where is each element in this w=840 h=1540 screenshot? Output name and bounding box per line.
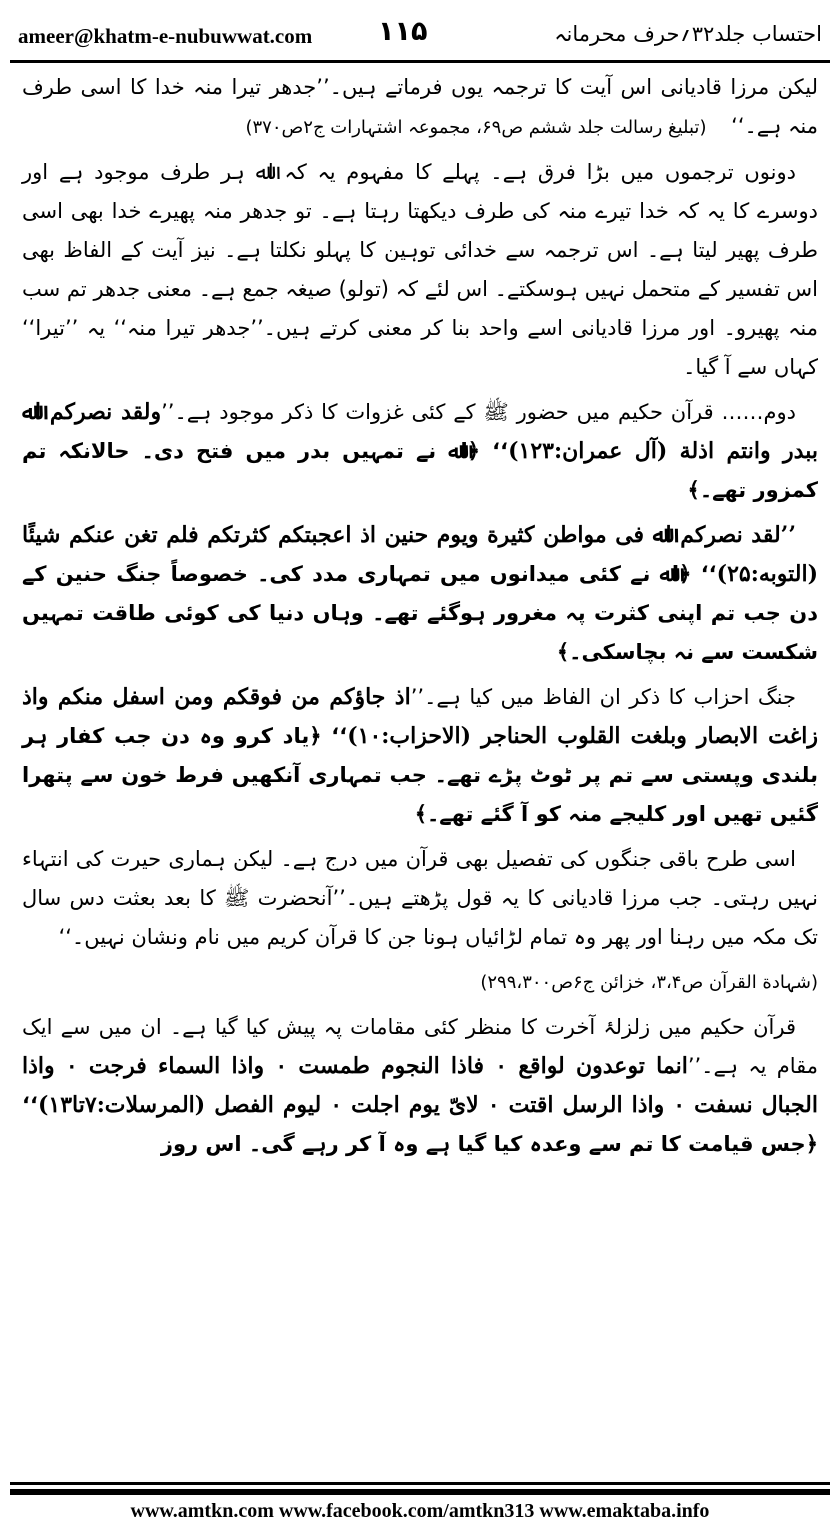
verse-translation-ahzab: ‘‘ ﴿یاد کرو وہ دن جب کفار ہر بلندی وپستی سے تم پر ٹوٹ پڑے تھے۔ جب تمہاری آنکھیں فرط خون سے پتھرا گئیں تھیں اور کلیجے منہ کو آ گئے تھے۔﴾ [22, 724, 818, 826]
footer-rule-thin [10, 1482, 830, 1485]
verse-translation-mursalat: ‘‘ ﴿جس قیامت کا تم سے وعدہ کیا گیا ہے وہ آ کر رہے گی۔ اس روز [22, 1093, 818, 1156]
header-email: ameer@khatm-e-nubuwwat.com [18, 24, 313, 48]
paragraph-7 [22, 1008, 818, 1164]
page-body [22, 68, 818, 1170]
paragraph-4 [22, 516, 818, 672]
paragraph-7-intro: قرآن حکیم میں زلزلۂ آخرت کا منظر کئی مقامات پہ پیش کیا گیا ہے۔ ان میں سے ایک مقام یہ ہے۔’’ [22, 1015, 818, 1078]
paragraph-6: اسی طرح باقی جنگوں کی تفصیل بھی قرآن میں درج ہے۔ لیکن ہماری حیرت کی انتہاء نہیں رہتی۔ جب مرزا قادیانی کا یہ قول پڑھتے ہیں۔’’آنحضرت ﷺ کا بعد بعثت دس سال تک مکہ میں رہنا اور پھر وہ تمام لڑائیاں ہونا جن کا قرآن کریم میں نام ونشان نہیں۔‘‘ [22, 847, 818, 949]
paragraph-3-intro: دوم…… قرآن حکیم میں حضور ﷺ کے کئی غزوات کا ذکر موجود ہے۔’’ [161, 400, 796, 424]
header-rule [10, 60, 830, 63]
quran-verse-mursalat: انما توعدون لواقع ۰ فاذا النجوم طمست ۰ واذا السماء فرجت ۰ واذا الجبال نسفت ۰ واذا الرسل اقتت ۰ لایّ یوم اجلت ۰ لیوم الفصل (المرسلات:۷تا۱۳) [22, 1053, 818, 1118]
reference-2: (شہادة القرآن ص۳،۴، خزائن ج۶ص۲۹۹،۳۰۰) [480, 972, 818, 993]
paragraph-5 [22, 678, 818, 834]
paragraph-1 [22, 68, 818, 147]
paragraph-5-intro: جنگ احزاب کا ذکر ان الفاظ میں کیا ہے۔’’ [410, 685, 796, 709]
verse-translation-hunain: ‘‘ ﴿اﷲ نے کئی میدانوں میں تمہاری مدد کی۔ خصوصاً جنگ حنین کے دن جب تم اپنی کثرت پہ مغرور ہوگئے تھے۔ وہاں دنیا کی کوئی طاقت تمہیں شکست سے نہ بچاسکی۔﴾ [22, 562, 818, 664]
footer-rule-thick [10, 1489, 830, 1495]
paragraph-1-text: لیکن مرزا قادیانی اس آیت کا ترجمہ یوں فرماتے ہیں۔’’جدھر تیرا منہ خدا کا اسی طرف منہ ہے۔‘‘ [22, 75, 818, 138]
quran-verse-hunain: ’’لقد نصرکم اﷲ فی مواطن کثیرة ویوم حنین اذ اعجبتکم کثرتکم فلم تغن عنکم شیئًا (التوبه:۲۵) [22, 522, 818, 587]
quran-verse-badr: ولقد نصرکم اﷲ ببدر وانتم اذلة (آل عمران:۱۲۳) [22, 399, 818, 464]
paragraph-3 [22, 393, 818, 510]
verse-translation-badr: ‘‘ ﴿اﷲ نے تمہیں بدر میں فتح دی۔ حالانکہ تم کمزور تھے۔﴾ [22, 439, 818, 502]
reference-1: (تبلیغ رسالت جلد ششم ص۶۹، مجموعہ اشتہارات ج۲ص۳۷۰) [245, 117, 707, 138]
page-header [18, 14, 822, 58]
page-number: ۱۱۵ [378, 16, 428, 47]
footer-links: www.amtkn.com www.facebook.com/amtkn313 www.emaktaba.info [130, 1500, 710, 1522]
quran-verse-ahzab: اذ جاؤکم من فوقکم ومن اسفل منکم واذ زاغت الابصار وبلغت القلوب الحناجر (الاحزاب:۱۰) [22, 684, 818, 749]
paragraph-2: دونوں ترجموں میں بڑا فرق ہے۔ پہلے کا مفہوم یہ کہ اﷲ ہر طرف موجود ہے اور دوسرے کا یہ کہ خدا تیرے منہ کی طرف دیکھتا رہتا ہے۔ تو جدھر منہ پھیرے خدا بھی اسی طرف پھیر لیتا ہے۔ اس ترجمہ سے خدائی توہین کا پہلو نکلتا ہے۔ نیز آیت کے الفاظ بھی اس تفسیر کے متحمل نہیں ہوسکتے۔ اس لئے کہ (تولو) صیغہ جمع ہے۔ معنی جدھر تم سب منہ پھیرو۔ اور مرزا قادیانی اسے واحد بنا کر معنی کرتے ہیں۔’’جدھر تیرا منہ‘‘ یہ ’’تیرا‘‘ کہاں سے آ گیا۔ [22, 160, 818, 379]
running-title: احتساب جلد۳۲؍حرف محرمانہ [554, 22, 822, 46]
